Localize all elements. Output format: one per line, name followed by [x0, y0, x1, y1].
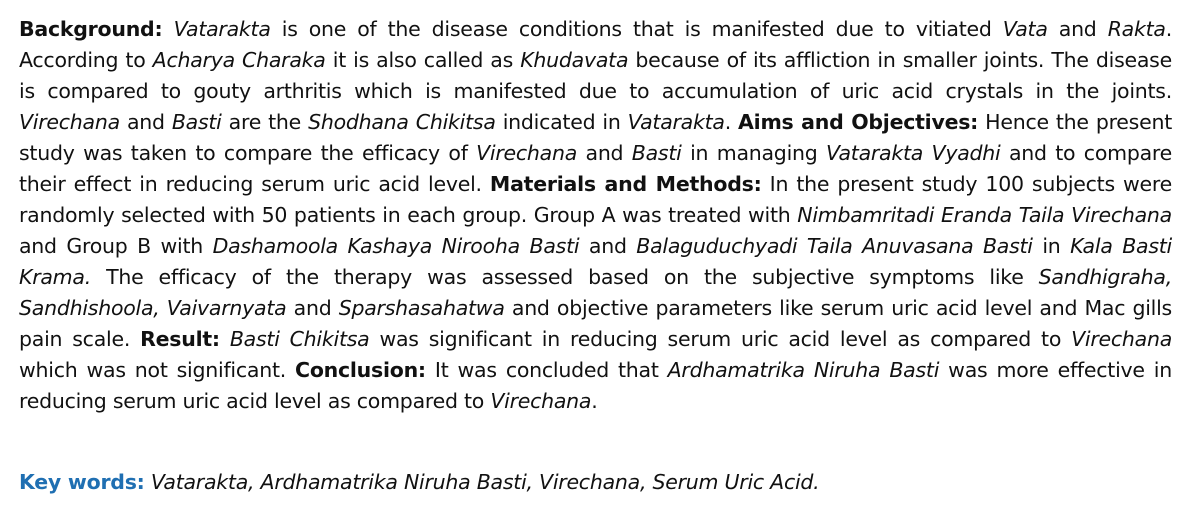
body-text: . According to [19, 17, 1172, 72]
section-heading: Background: [19, 17, 163, 41]
abstract-paragraph [19, 14, 1172, 417]
body-text: and objective parameters like serum uric acid level and Mac gills pain scale. [19, 296, 1172, 351]
italic-term: Virechana [490, 389, 592, 413]
italic-term: Vatarakta Vyadhi [826, 141, 1001, 165]
italic-term: Nimbamritadi Eranda Taila Virechana [797, 203, 1172, 227]
body-text: is one of the disease conditions that is manifested due to vitiated [270, 17, 1003, 41]
italic-term: Vata [1002, 17, 1048, 41]
body-text: and Group B with [19, 234, 213, 258]
italic-term: Virechana [19, 110, 120, 134]
body-text: The efficacy of the therapy was assessed based on the subjective symptoms like [90, 265, 1039, 289]
italic-term: Dashamoola Kashaya Nirooha Basti [212, 234, 580, 258]
body-text: which was not significant. [19, 358, 296, 382]
italic-term: Virechana [476, 141, 578, 165]
body-text: was more effective in reducing serum uric acid level as compared to [19, 358, 1172, 413]
keywords-list: Vatarakta, Ardhamatrika Niruha Basti, Virechana, Serum Uric Acid. [150, 470, 820, 494]
section-heading: Result: [140, 327, 220, 351]
body-text: because of its affliction in smaller joints. The disease is compared to gouty arthritis which is manifested due to accumulation of uric acid crystals in the joints. [19, 48, 1172, 103]
italic-term: Virechana [1071, 327, 1172, 351]
keywords-label: Key words: [19, 470, 145, 494]
body-text: and [286, 296, 339, 320]
italic-term: Rakta [1107, 17, 1166, 41]
italic-term: Basti [631, 141, 682, 165]
body-text: indicated in [495, 110, 628, 134]
italic-term: Khudavata [520, 48, 629, 72]
body-text: . [591, 389, 598, 413]
body-text: In the present study 100 subjects were randomly selected with 50 patients in each group. Group A was treated with [19, 172, 1172, 227]
italic-term: Sandhigraha, Sandhishoola, Vaivarnyata [19, 265, 1172, 320]
body-text [220, 327, 230, 351]
italic-term: Vatarakta [173, 17, 271, 41]
body-text: it is also called as [325, 48, 521, 72]
body-text: and [577, 141, 632, 165]
body-text: and to compare their effect in reducing serum uric acid level. [19, 141, 1172, 196]
body-text: and [579, 234, 637, 258]
section-heading: Materials and Methods: [489, 172, 762, 196]
keywords-line [19, 467, 1172, 498]
italic-term: Kala Basti Krama. [19, 234, 1172, 289]
italic-term: Basti [171, 110, 222, 134]
section-heading: Conclusion: [295, 358, 426, 382]
body-text: and [1047, 17, 1108, 41]
italic-term: Basti Chikitsa [229, 327, 370, 351]
body-text: and [119, 110, 172, 134]
italic-term: Balaguduchyadi Taila Anuvasana Basti [636, 234, 1033, 258]
italic-term: Ardhamatrika Niruha Basti [667, 358, 940, 382]
body-text: It was concluded that [425, 358, 668, 382]
italic-term: Acharya Charaka [152, 48, 326, 72]
body-text: was significant in reducing serum uric acid level as compared to [369, 327, 1072, 351]
body-text [162, 17, 173, 41]
italic-term: Sparshasahatwa [338, 296, 505, 320]
body-text: in managing [681, 141, 826, 165]
body-text: are the [221, 110, 309, 134]
body-text: in [1032, 234, 1071, 258]
italic-term: Vatarakta [627, 110, 725, 134]
body-text: Hence the present study was taken to compare the efficacy of [19, 110, 1172, 165]
body-text: . [724, 110, 739, 134]
italic-term: Shodhana Chikitsa [308, 110, 496, 134]
section-heading: Aims and Objectives: [738, 110, 979, 134]
